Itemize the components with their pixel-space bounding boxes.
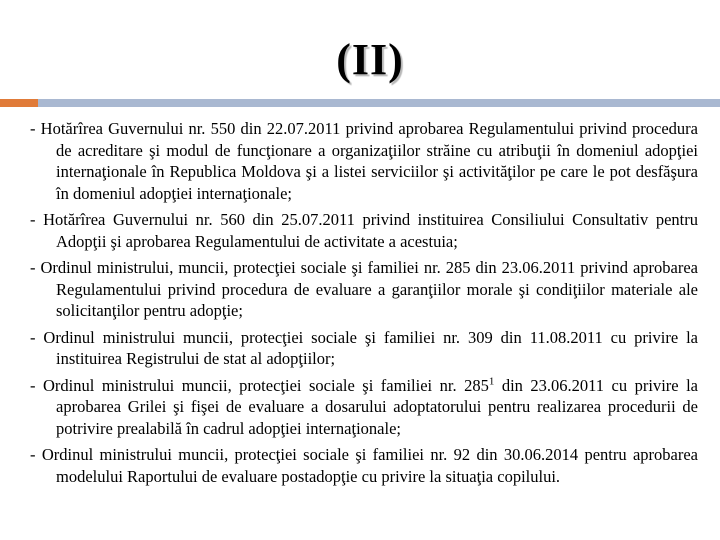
divider-accent-block xyxy=(0,99,38,107)
divider-rule xyxy=(38,99,720,107)
list-item: - Hotărîrea Guvernului nr. 560 din 25.07.2011 privind instituirea Consiliului Consultativ pentru Adopţii şi aprobarea Regulamentului de activitate a acestuia; xyxy=(30,210,698,251)
superscript-index: 1 xyxy=(488,375,495,387)
list-item: - Hotărîrea Guvernului nr. 550 din 22.07.2011 privind aprobarea Regulamentului privind procedura de acreditare şi modul de funcţionare a organizaţiilor străine cu atribuţii în domeniul adopţiei internaţionale în Republica Moldova şi a listei serviciilor şi activităţilor pe care le pot desfăşura în domeniul adopţiei internaţionale; xyxy=(30,119,698,203)
list-item-text-before: - Ordinul ministrului muncii, protecţiei sociale şi familiei nr. 285 xyxy=(30,375,489,395)
list-item-text-after: din 23.06.2011 cu privire la aprobarea Grilei şi fişei de evaluare a dosarului adoptatorului pentru realizarea procedurii de potrivire prealabilă în cadrul adopţiei internaţionale; xyxy=(56,375,699,438)
list-item xyxy=(30,375,698,440)
list-item: - Ordinul ministrului muncii, protecţiei sociale şi familiei nr. 309 din 11.08.2011 cu privire la instituirea Registrului de stat al adopţiilor; xyxy=(30,327,698,368)
list-item: - Ordinul ministrului muncii, protecţiei sociale şi familiei nr. 92 din 30.06.2014 pentru aprobarea modelului Raportului de evaluare postadopţie cu privire la situaţia copilului. xyxy=(30,445,698,486)
title-divider xyxy=(0,99,720,107)
list-item: - Ordinul ministrului, muncii, protecţiei sociale şi familiei nr. 285 din 23.06.2011 privind aprobarea Regulamentului privind procedura de evaluare a garanţiilor morale şi condiţiilor materiale ale solicitanţilor pentru adopţie; xyxy=(30,258,698,320)
slide-title: (II) xyxy=(336,35,404,84)
legal-acts-list xyxy=(30,118,698,492)
